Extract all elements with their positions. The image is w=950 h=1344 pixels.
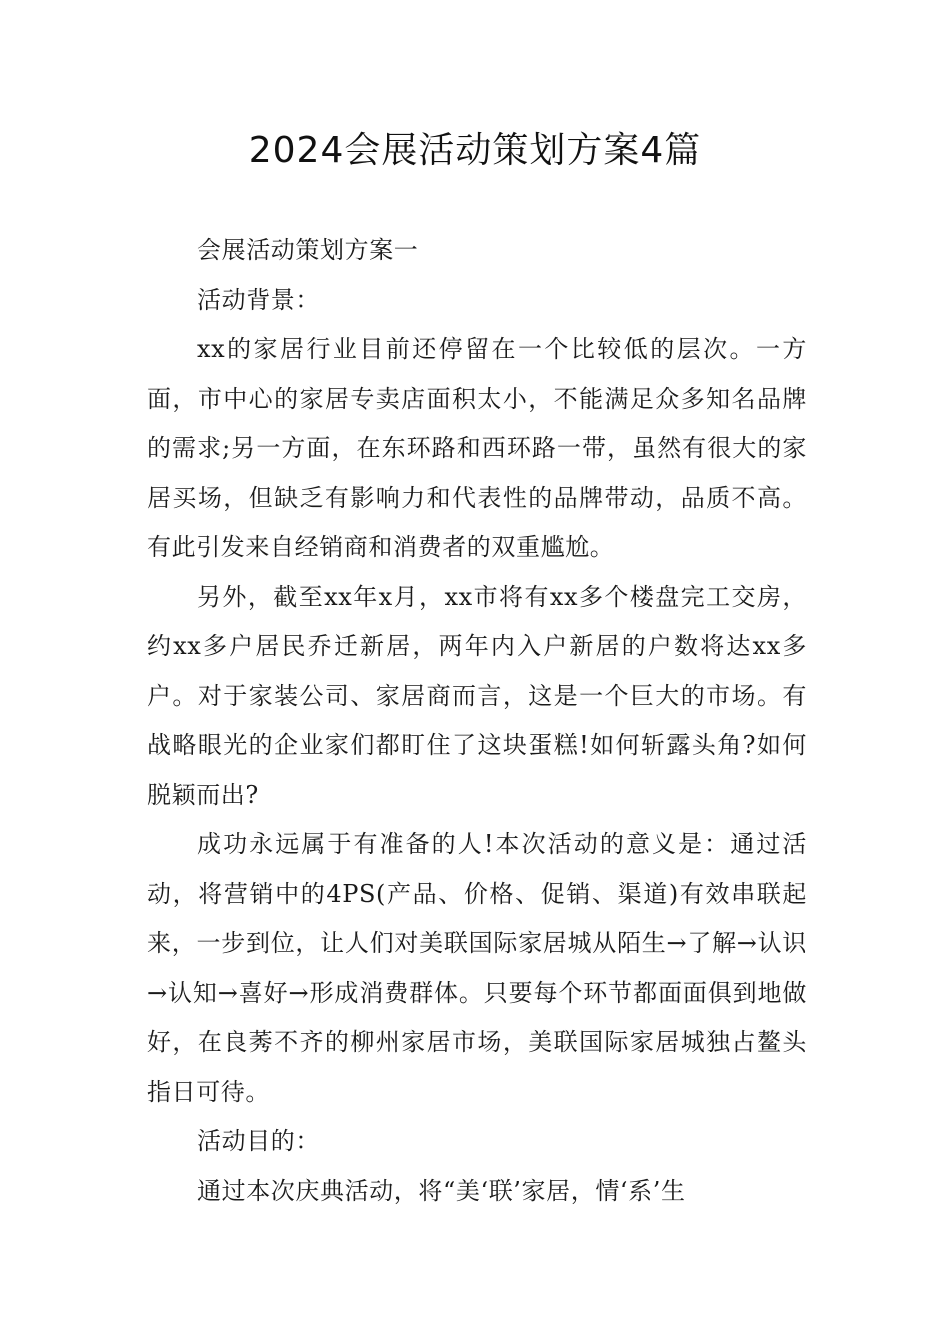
paragraph-market-situation: xx的家居行业目前还停留在一个比较低的层次。一方面，市中心的家居专卖店面积太小，不能满足众多知名品牌的需求;另一方面，在东环路和西环路一带，虽然有很大的家居买场，但缺乏有影响力和代表性的品牌带动，品质不高。有此引发来自经销商和消费者的双重尴尬。 xyxy=(147,335,807,561)
paragraph-market-opportunity: 另外，截至xx年x月，xx市将有xx多个楼盘完工交房，约xx多户居民乔迁新居，两年内入户新居的户数将达xx多户。对于家装公司、家居商而言，这是一个巨大的市场。有战略眼光的企业家们都盯住了这块蛋糕!如何斩露头角?如何脱颖而出? xyxy=(147,582,807,809)
paragraph-activity-purpose: 通过本次庆典活动，将“美‘联’家居，情‘系’生 xyxy=(197,1176,686,1205)
document-body xyxy=(147,226,807,1216)
heading-activity-purpose: 活动目的： xyxy=(197,1127,320,1155)
section-heading-plan-one: 会展活动策划方案一 xyxy=(197,236,419,264)
paragraph-activity-significance: 成功永远属于有准备的人!本次活动的意义是：通过活动，将营销中的4PS(产品、价格、促销、渠道)有效串联起来，一步到位，让人们对美联国际家居城从陌生→了解→认识→认知→喜好→形成消费群体。只要每个环节都面面俱到地做好，在良莠不齐的柳州家居市场，美联国际家居城独占鳌头指日可待。 xyxy=(147,830,807,1106)
document-title: 2024会展活动策划方案4篇 xyxy=(248,130,702,171)
heading-activity-background: 活动背景： xyxy=(197,285,320,314)
